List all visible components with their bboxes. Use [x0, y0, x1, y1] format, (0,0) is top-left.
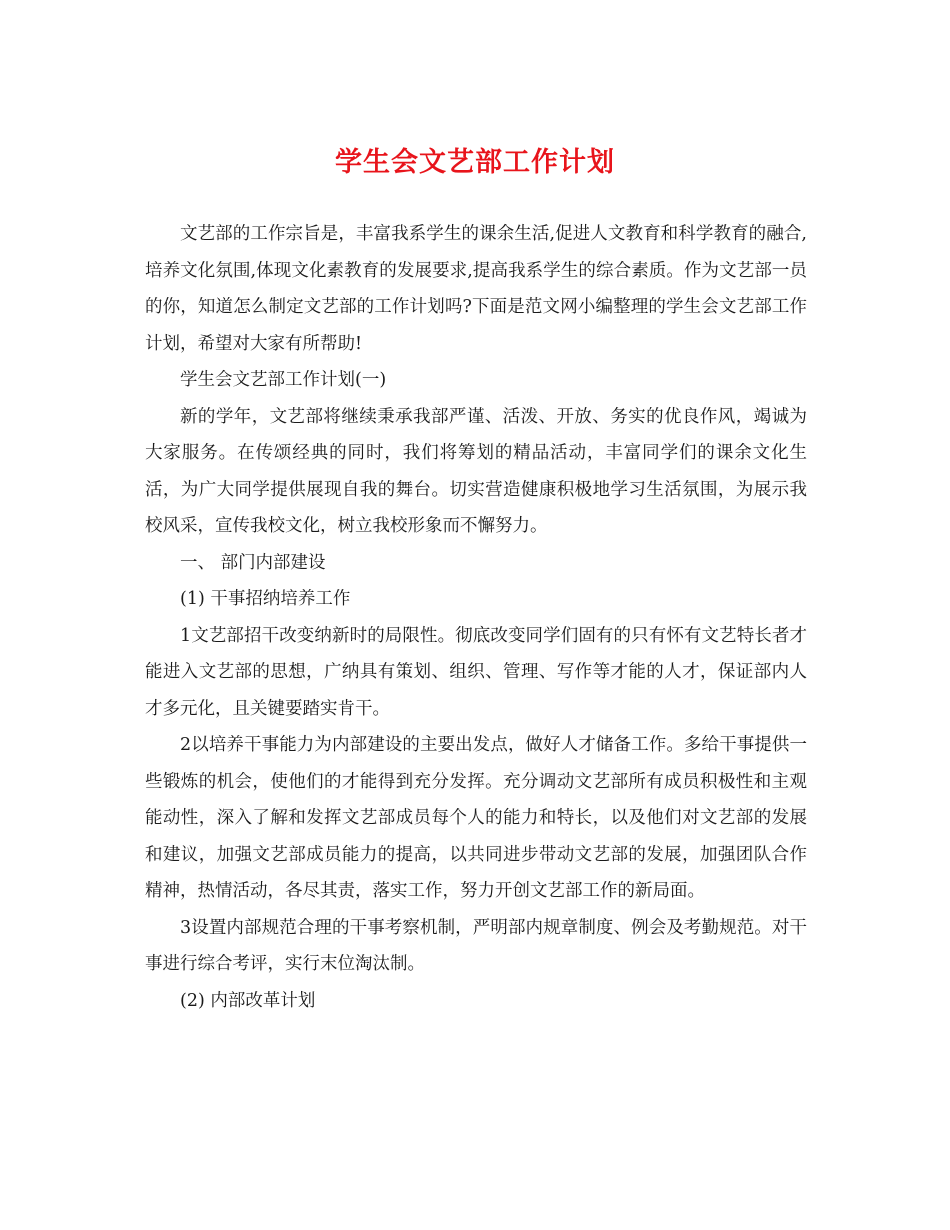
section-heading-1: 一、 部门内部建设: [180, 552, 326, 573]
intro-paragraph: 文艺部的工作宗旨是，丰富我系学生的课余生活,促进人文教育和科学教育的融合,培养文化氛围,体现文化素教育的发展要求,提高我系学生的综合素质。作为文艺部一员的你，知道怎么制定文艺部的工作计划吗?下面是范文网小编整理的学生会文艺部工作计划，希望对大家有所帮助!: [145, 224, 807, 354]
subsection-heading-1: (1) 干事招纳培养工作: [180, 589, 351, 609]
document-title: 学生会文艺部工作计划: [335, 147, 615, 178]
list-item-1: 1文艺部招干改变纳新时的局限性。彻底改变同学们固有的只有怀有文艺特长者才能进入文艺部的思想，广纳具有策划、组织、管理、写作等才能的人才，保证部内人才多元化，且关键要踏实肯干。: [145, 625, 807, 719]
section-subtitle: 学生会文艺部工作计划(一): [180, 370, 387, 390]
list-item-3: 3设置内部规范合理的干事考察机制，严明部内规章制度、例会及考勤规范。对干事进行综合考评，实行末位淘汰制。: [145, 917, 807, 974]
subsection-heading-2: (2) 内部改革计划: [180, 990, 316, 1011]
list-item-2: 2以培养干事能力为内部建设的主要出发点，做好人才储备工作。多给干事提供一些锻炼的机会，使他们的才能得到充分发挥。充分调动文艺部所有成员积极性和主观能动性，深入了解和发挥文艺部成员每个人的能力和特长，以及他们对文艺部的发展和建议，加强文艺部成员能力的提高，以共同进步带动文艺部的发展，加强团队合作精神，热情活动，各尽其责，落实工作，努力开创文艺部工作的新局面。: [145, 735, 807, 901]
document-body: [145, 216, 807, 1019]
overview-paragraph: 新的学年，文艺部将继续秉承我部严谨、活泼、开放、务实的优良作风，竭诚为大家服务。在传颂经典的同时，我们将筹划的精品活动，丰富同学们的课余文化生活，为广大同学提供展现自我的舞台。切实营造健康积极地学习生活氛围，为展示我校风采，宣传我校文化，树立我校形象而不懈努力。: [145, 406, 807, 536]
